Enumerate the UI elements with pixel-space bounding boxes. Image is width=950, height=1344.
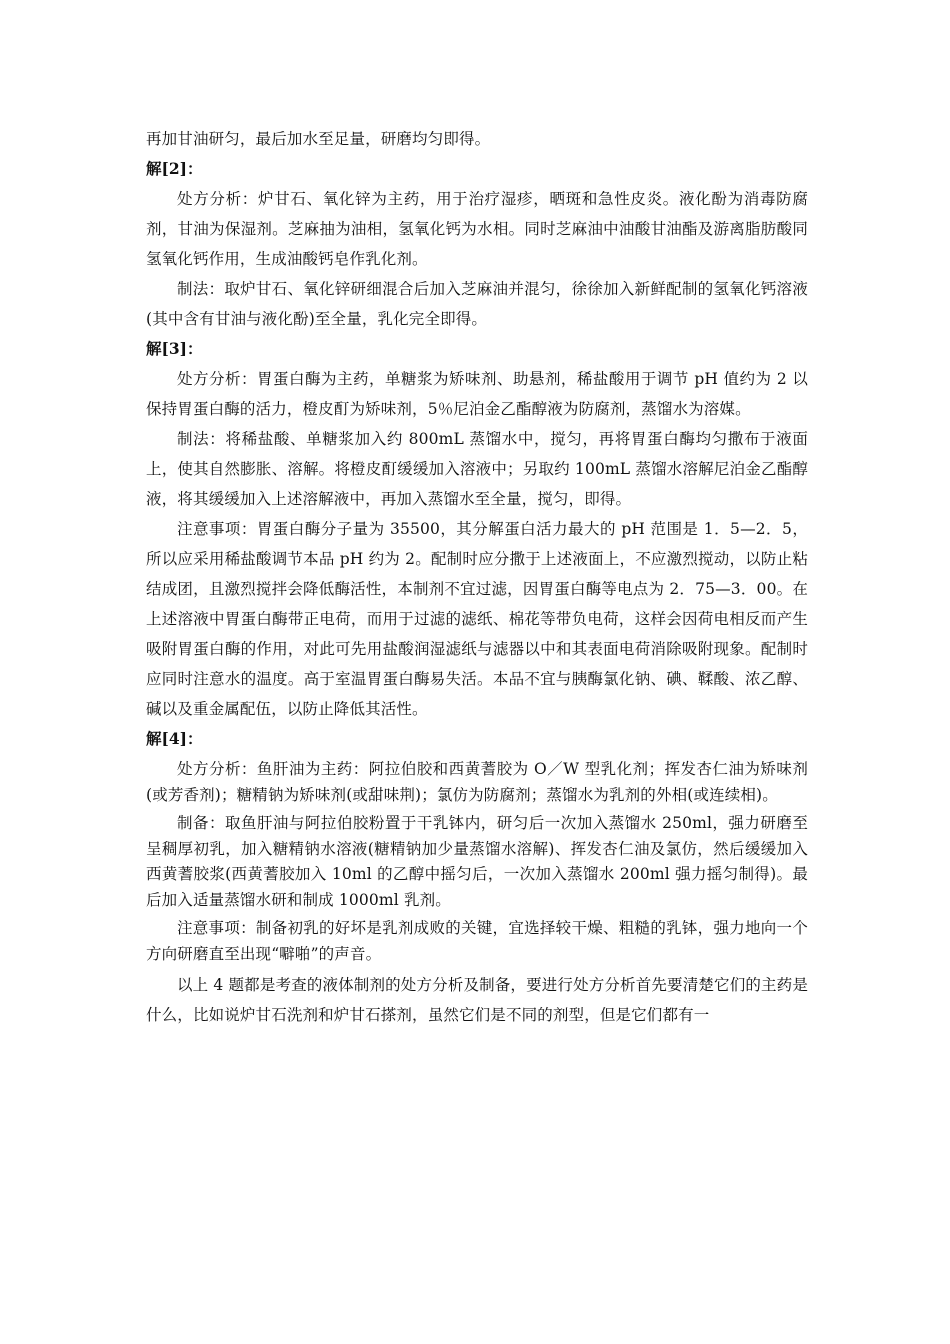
body-paragraph: 再加甘油研匀，最后加水至足量，研磨均匀即得。: [146, 130, 491, 148]
body-paragraph: 处方分析：炉甘石、氧化锌为主药，用于治疗湿疹，晒斑和急性皮炎。液化酚为消毒防腐剂，甘油为保湿剂。芝麻抽为油相，氢氧化钙为水相。同时芝麻油中油酸甘油酯及游离脂肪酸同氢氧化钙作用，生成油酸钙皂作乳化剂。: [146, 190, 808, 268]
body-paragraph: 制法：取炉甘石、氧化锌研细混合后加入芝麻油并混匀，徐徐加入新鲜配制的氢氧化钙溶液(其中含有甘油与液化酚)至全量，乳化完全即得。: [146, 280, 808, 328]
section-heading: 解[2]：: [146, 159, 203, 178]
body-paragraph: 注意事项：制备初乳的好坏是乳剂成败的关键，宜选择较干燥、粗糙的乳钵，强力地向一个方向研磨直至出现“噼啪”的声音。: [146, 919, 808, 963]
document-page: [146, 124, 808, 1030]
body-paragraph: 以上 4 题都是考查的液体制剂的处方分析及制备，要进行处方分析首先要清楚它们的主药是什么，比如说炉甘石洗剂和炉甘石搽剂，虽然它们是不同的剂型，但是它们都有一: [146, 976, 808, 1024]
body-paragraph: 注意事项：胃蛋白酶分子量为 35500，其分解蛋白活力最大的 pH 范围是 1．5—2．5，所以应采用稀盐酸调节本品 pH 约为 2。配制时应分撒于上述液面上，不应激烈搅动，以防止粘结成团，且激烈搅拌会降低酶活性，本制剂不宜过滤，因胃蛋白酶等电点为 2．75—3．00。在上述溶液中胃蛋白酶带正电荷，而用于过滤的滤纸、棉花等带负电荷，这样会因荷电相反而产生吸附胃蛋白酶的作用，对此可先用盐酸润湿滤纸与滤器以中和其表面电荷消除吸附现象。配制时应同时注意水的温度。高于室温胃蛋白酶易失活。本品不宜与胰酶氯化钠、碘、鞣酸、浓乙醇、碱以及重金属配伍，以防止降低其活性。: [146, 520, 808, 718]
body-paragraph: 处方分析：胃蛋白酶为主药，单糖浆为矫味剂、助悬剂，稀盐酸用于调节 pH 值约为 2 以保持胃蛋白酶的活力，橙皮酊为矫味剂，5％尼泊金乙酯醇液为防腐剂，蒸馏水为溶媒。: [146, 370, 808, 418]
body-paragraph: 制法：将稀盐酸、单糖浆加入约 800mL 蒸馏水中，搅匀，再将胃蛋白酶均匀撒布于液面上，使其自然膨胀、溶解。将橙皮酊缓缓加入溶液中；另取约 100mL 蒸馏水溶解尼泊金乙酯醇液，将其缓缓加入上述溶解液中，再加入蒸馏水至全量，搅匀，即得。: [146, 430, 808, 508]
body-paragraph: 处方分析：鱼肝油为主药：阿拉伯胶和西黄蓍胶为 O／W 型乳化剂；挥发杏仁油为矫味剂(或芳香剂)；糖精钠为矫味剂(或甜味荆)；氯仿为防腐剂；蒸馏水为乳剂的外相(或连续相)。: [146, 760, 808, 804]
body-paragraph: 制备：取鱼肝油与阿拉伯胶粉置于干乳钵内，研匀后一次加入蒸馏水 250ml，强力研磨至呈稠厚初乳，加入糖精钠水溶液(糖精钠加少量蒸馏水溶解)、挥发杏仁油及氯仿，然后缓缓加入西黄蓍胶浆(西黄蓍胶加入 10ml 的乙醇中摇匀后，一次加入蒸馏水 200ml 强力摇匀制得)。最后加入适量蒸馏水研和制成 1000ml 乳剂。: [146, 814, 808, 909]
section-heading: 解[4]：: [146, 729, 203, 748]
section-heading: 解[3]：: [146, 339, 203, 358]
